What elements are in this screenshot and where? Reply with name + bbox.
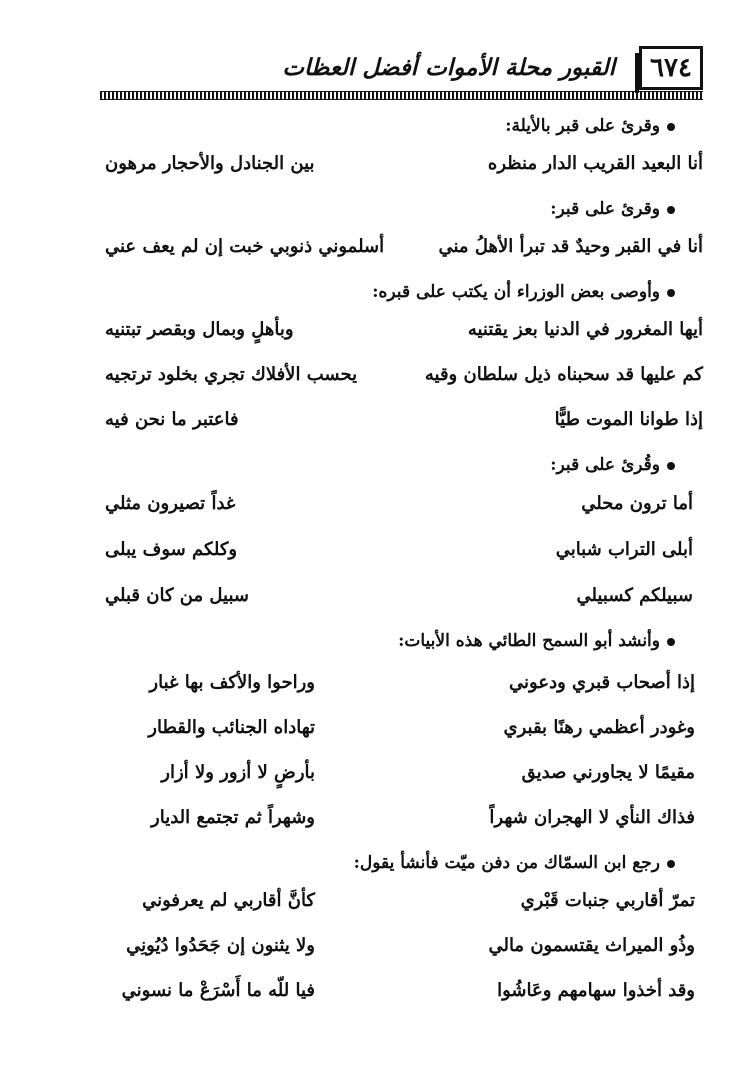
bullet-icon bbox=[667, 638, 675, 646]
poem-section bbox=[105, 278, 703, 442]
verse-line bbox=[105, 352, 703, 397]
verse-first-hemistich: أيها المغرور في الدنيا بعز يقتنيه bbox=[467, 319, 703, 340]
verse-line bbox=[105, 307, 703, 352]
bullet-icon bbox=[667, 860, 675, 868]
section-intro: رجع ابن السمّاك من دفن ميّت فأنشأ يقول: bbox=[105, 849, 703, 878]
verse-second-hemistich: ولا يثنون إن جَحَدُوا دُيُونِي bbox=[126, 935, 315, 956]
verse-line bbox=[105, 526, 703, 572]
bullet-icon bbox=[667, 289, 675, 297]
verse-line bbox=[105, 572, 703, 618]
section-intro: وقرئ على قبر: bbox=[105, 195, 703, 224]
poem-section bbox=[105, 112, 703, 186]
verse-second-hemistich: بين الجنادل والأحجار مرهون bbox=[105, 153, 315, 174]
verse-second-hemistich: وراحوا والأكف بها غبار bbox=[149, 672, 315, 693]
verse-second-hemistich: تهاداه الجنائب والقطار bbox=[148, 717, 315, 738]
verse-line bbox=[105, 660, 703, 705]
verse-first-hemistich: أنا البعيد القريب الدار منظره bbox=[487, 153, 703, 174]
verse-first-hemistich: تمرّ أقاربي جنبات قَبْري bbox=[520, 890, 695, 911]
bullet-icon bbox=[667, 206, 675, 214]
verse-first-hemistich: مقيمًا لا يجاورني صديق bbox=[521, 762, 695, 783]
poem-section bbox=[105, 451, 703, 618]
verse-line bbox=[105, 224, 703, 269]
verse-second-hemistich: وبأهلٍ وبمال وبقصر تبتنيه bbox=[105, 319, 294, 340]
header-rule bbox=[100, 91, 703, 100]
verse-line bbox=[105, 750, 703, 795]
verse-second-hemistich: سبيل من كان قبلي bbox=[105, 584, 249, 606]
verse-first-hemistich: أنا في القبر وحيدٌ قد تبرأ الأهلُ مني bbox=[438, 236, 703, 257]
verse-line bbox=[105, 878, 703, 923]
verse-second-hemistich: بأرضٍ لا أزور ولا أزار bbox=[161, 762, 315, 783]
verse-first-hemistich: وغودر أعظمي رهنًا بقبري bbox=[503, 717, 695, 738]
verse-first-hemistich: إذا طوانا الموت طيًّا bbox=[554, 409, 703, 430]
verse-line bbox=[105, 705, 703, 750]
page-header bbox=[100, 46, 703, 102]
verse-first-hemistich: سبيلكم كسبيلي bbox=[576, 584, 693, 606]
page-body bbox=[105, 112, 703, 1022]
poem-section bbox=[105, 195, 703, 269]
verse-second-hemistich: أسلموني ذنوبي خبت إن لم يعف عني bbox=[105, 236, 385, 257]
section-intro: وأنشد أبو السمح الطائي هذه الأبيات: bbox=[105, 627, 703, 656]
verse-first-hemistich: وذُو الميراث يقتسمون مالي bbox=[488, 935, 695, 956]
verse-line bbox=[105, 480, 703, 526]
bullet-icon bbox=[667, 123, 675, 131]
verse-second-hemistich: يحسب الأفلاك تجري بخلود ترتجيه bbox=[105, 364, 358, 385]
verse-first-hemistich: أبلى التراب شبابي bbox=[555, 538, 693, 560]
running-title: القبور محلة الأموات أفضل العظات bbox=[282, 54, 615, 81]
section-intro: وقُرئ على قبر: bbox=[105, 451, 703, 480]
bullet-icon bbox=[667, 462, 675, 470]
verse-second-hemistich: غداً تصيرون مثلي bbox=[105, 492, 236, 514]
verse-line bbox=[105, 968, 703, 1013]
verse-line bbox=[105, 141, 703, 186]
verse-line bbox=[105, 397, 703, 442]
page-number: ٦٧٤ bbox=[639, 46, 703, 90]
verse-second-hemistich: وكلكم سوف يبلى bbox=[105, 538, 238, 560]
verse-first-hemistich: إذا أصحاب قبري ودعوني bbox=[509, 672, 695, 693]
section-intro: وقرئ على قبر بالأيلة: bbox=[105, 112, 703, 141]
verse-first-hemistich: أما ترون محلي bbox=[581, 492, 693, 514]
poem-section bbox=[105, 849, 703, 1013]
verse-second-hemistich: وشهراً ثم تجتمع الديار bbox=[151, 807, 315, 828]
verse-first-hemistich: وقد أخذوا سهامهم وعَاشُوا bbox=[497, 980, 695, 1001]
section-intro: وأوصى بعض الوزراء أن يكتب على قبره: bbox=[105, 278, 703, 307]
verse-second-hemistich: فيا للّه ما أَسْرَعْ ما نسوني bbox=[121, 980, 315, 1001]
verse-second-hemistich: كأنَّ أقاربي لم يعرفوني bbox=[142, 890, 315, 911]
verse-line bbox=[105, 923, 703, 968]
verse-first-hemistich: فذاك النأي لا الهجران شهراً bbox=[489, 807, 695, 828]
verse-line bbox=[105, 795, 703, 840]
poem-section bbox=[105, 627, 703, 840]
verse-first-hemistich: كم عليها قد سحبناه ذيل سلطان وقيه bbox=[424, 364, 703, 385]
verse-second-hemistich: فاعتبر ما نحن فيه bbox=[105, 409, 239, 430]
